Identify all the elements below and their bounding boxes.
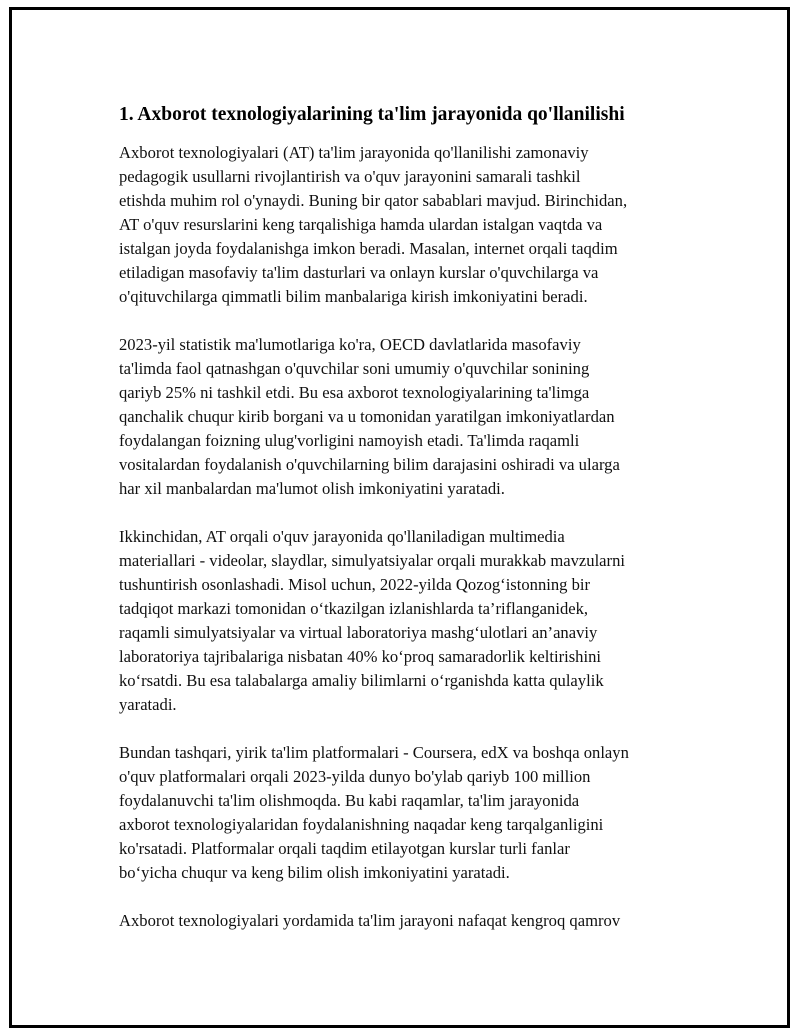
section-title: 1. Axborot texnologiyalarining ta'lim jarayonida qo'llanilishi xyxy=(119,104,625,125)
text-line: Axborot texnologiyalari yordamida ta'lim jarayoni nafaqat kengroq qamrov xyxy=(119,911,621,930)
text-line: vositalardan foydalanish o'quvchilarning bilim darajasini oshiradi va ularga xyxy=(119,455,620,474)
paragraph-5 xyxy=(119,909,709,933)
text-line: axborot texnologiyalaridan foydalanishning naqadar keng tarqalganligini xyxy=(119,815,604,834)
text-line: Ikkinchidan, AT orqali o'quv jarayonida qo'llaniladigan multimedia xyxy=(119,527,565,546)
text-line: o'quv platformalari orqali 2023-yilda dunyo bo'ylab qariyb 100 million xyxy=(119,767,591,786)
text-line: o'qituvchilarga qimmatli bilim manbalariga kirish imkoniyatini beradi. xyxy=(119,287,588,306)
text-line: bo‘yicha chuqur va keng bilim olish imkoniyatini yaratadi. xyxy=(119,863,510,882)
paragraph-4 xyxy=(119,741,709,885)
text-line: foydalangan foizning ulug'vorligini namoyish etadi. Ta'limda raqamli xyxy=(119,431,580,450)
text-line: ko‘rsatdi. Bu esa talabalarga amaliy bilimlarni o‘rganishda katta qulaylik xyxy=(119,671,604,690)
paragraph-1 xyxy=(119,141,709,309)
text-line: materiallari - videolar, slaydlar, simulyatsiyalar orqali murakkab mavzularni xyxy=(119,551,625,570)
text-line: har xil manbalardan ma'lumot olish imkoniyatini yaratadi. xyxy=(119,479,505,498)
text-line: 2023-yil statistik ma'lumotlariga ko'ra, OECD davlatlarida masofaviy xyxy=(119,335,581,354)
text-line: etishda muhim rol o'ynaydi. Buning bir qator sabablari mavjud. Birinchidan, xyxy=(119,191,628,210)
paragraph-2 xyxy=(119,333,709,501)
text-line: qariyb 25% ni tashkil etdi. Bu esa axborot texnologiyalarining ta'limga xyxy=(119,383,590,402)
paragraph-3 xyxy=(119,525,709,717)
text-line: yaratadi. xyxy=(119,695,177,714)
text-line: raqamli simulyatsiyalar va virtual laboratoriya mashg‘ulotlari an’anaviy xyxy=(119,623,598,642)
text-line: ko'rsatadi. Platformalar orqali taqdim etilayotgan kurslar turli fanlar xyxy=(119,839,570,858)
text-line: pedagogik usullarni rivojlantirish va o'quv jarayonini samarali tashkil xyxy=(119,167,581,186)
text-line: laboratoriya tajribalariga nisbatan 40% ko‘proq samaradorlik keltirishini xyxy=(119,647,601,666)
text-line: istalgan joyda foydalanishga imkon beradi. Masalan, internet orqali taqdim xyxy=(119,239,618,258)
text-line: tushuntirish osonlashadi. Misol uchun, 2022-yilda Qozog‘istonning bir xyxy=(119,575,591,594)
text-line: Bundan tashqari, yirik ta'lim platformalari - Coursera, edX va boshqa onlayn xyxy=(119,743,629,762)
text-line: etiladigan masofaviy ta'lim dasturlari va onlayn kurslar o'quvchilarga va xyxy=(119,263,599,282)
text-line: AT o'quv resurslarini keng tarqalishiga hamda ulardan istalgan vaqtda va xyxy=(119,215,603,234)
page-frame xyxy=(9,7,790,1028)
text-line: tadqiqot markazi tomonidan o‘tkazilgan izlanishlarda ta’riflanganidek, xyxy=(119,599,589,618)
text-line: qanchalik chuqur kirib borgani va u tomonidan yaratilgan imkoniyatlardan xyxy=(119,407,615,426)
text-line: ta'limda faol qatnashgan o'quvchilar soni umumiy o'quvchilar sonining xyxy=(119,359,590,378)
text-line: Axborot texnologiyalari (AT) ta'lim jarayonida qo'llanilishi zamonaviy xyxy=(119,143,589,162)
document-body xyxy=(119,102,709,957)
text-line: foydalanuvchi ta'lim olishmoqda. Bu kabi raqamlar, ta'lim jarayonida xyxy=(119,791,580,810)
